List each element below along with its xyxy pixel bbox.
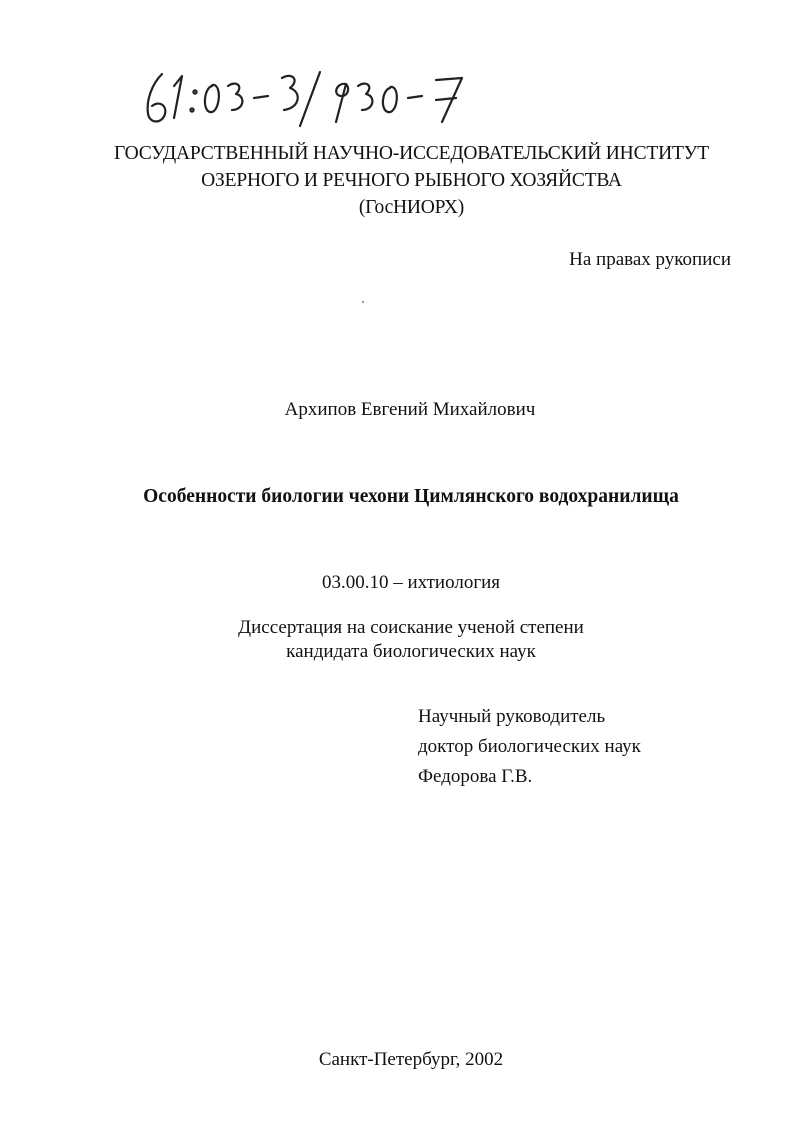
degree-statement-line2: кандидата биологических наук xyxy=(286,641,536,662)
degree-statement-line1: Диссертация на соискание ученой степени xyxy=(238,617,584,638)
rights-note: На правах рукописи xyxy=(569,249,731,270)
institute-header xyxy=(60,140,763,221)
handwritten-number-drawing xyxy=(140,66,490,136)
dissertation-title: Особенности биологии чехони Цимлянского водохранилища xyxy=(143,486,679,507)
supervisor-name: Федорова Г.В. xyxy=(418,766,533,787)
institute-name-line2: ОЗЕРНОГО И РЕЧНОГО РЫБНОГО ХОЗЯЙСТВА xyxy=(201,170,622,191)
institute-abbreviation: (ГосНИОРХ) xyxy=(358,197,465,218)
supervisor-role: Научный руководитель xyxy=(418,706,606,727)
author-name: Архипов Евгений Михайлович xyxy=(284,399,536,420)
supervisor-block xyxy=(418,702,641,792)
degree-statement xyxy=(0,616,793,664)
handwritten-archive-number xyxy=(140,66,490,136)
specialty-code: 03.00.10 – ихтиология xyxy=(321,572,501,593)
city-year: Санкт-Петербург, 2002 xyxy=(318,1049,504,1070)
scan-speck xyxy=(362,301,364,303)
supervisor-degree: доктор биологических наук xyxy=(418,736,641,757)
institute-name-line1: ГОСУДАРСТВЕННЫЙ НАУЧНО-ИССЕДОВАТЕЛЬСКИЙ ИНСТИТУТ xyxy=(114,143,709,164)
